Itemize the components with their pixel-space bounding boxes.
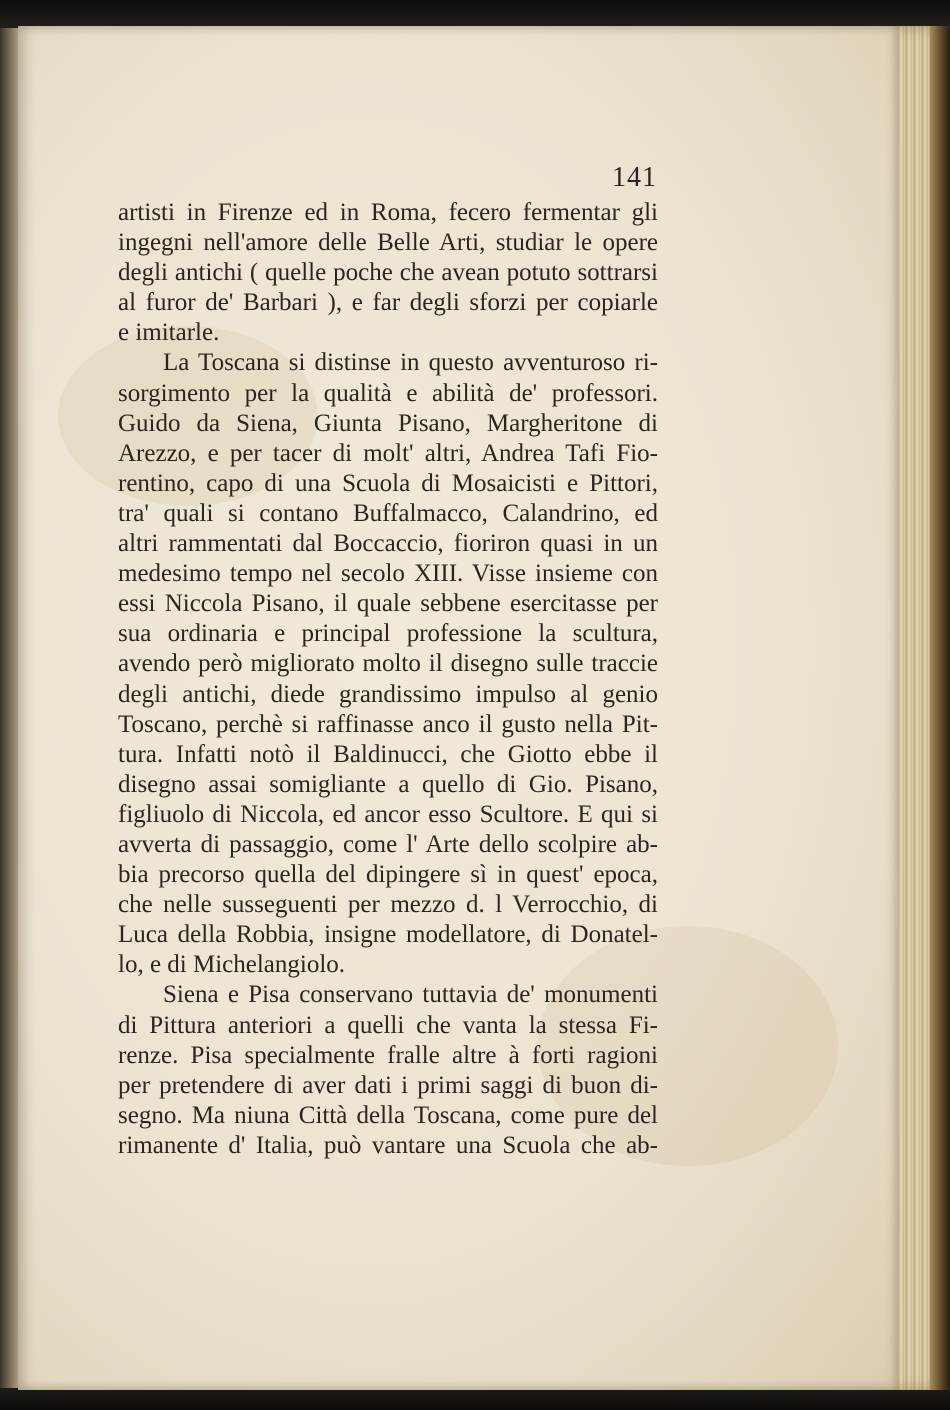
text-line: medesimo tempo nel secolo XIII. Visse insieme con [118,560,658,588]
text-line: bia precorso quella del dipingere sì in quest' epoca, [118,861,658,889]
body-text [118,198,658,1161]
text-line: altri rammentati dal Boccaccio, fioriron quasi in un [118,530,658,558]
text-line: essi Niccola Pisano, il quale sebbene esercitasse per [118,590,658,618]
text-line: degli antichi ( quelle poche che avean potuto sottrarsi [118,259,658,287]
text-line: degli antichi, diede grandissimo impulso al genio [118,680,658,708]
text-line: disegno assai somigliante a quello di Gio. Pisano, [118,770,658,798]
text-line: lo, e di Michelangiolo. [118,951,346,979]
text-line: tura. Infatti notò il Baldinucci, che Giotto ebbe il [118,740,658,768]
text-line: tra' quali si contano Buffalmacco, Calandrino, ed [118,499,658,527]
text-line: sua ordinaria e principal professione la scultura, [118,620,658,648]
text-line: avverta di passaggio, come l' Arte dello scolpire ab- [118,830,658,858]
text-line: che nelle susseguenti per mezzo d. l Verrocchio, di [118,891,658,919]
text-line: artisti in Firenze ed in Roma, fecero fermentar gli [118,199,658,226]
text-line: avendo però migliorato molto il disegno sulle traccie [118,650,658,678]
page-number: 141 [612,162,657,193]
text-line: La Toscana si distinse in questo avventuroso ri- [163,349,658,377]
text-line: Guido da Siena, Giunta Pisano, Margheritone di [118,409,658,437]
text-line: ingegni nell'amore delle Belle Arti, studiar le opere [118,229,658,257]
text-line: al furor de' Barbari ), e far degli sforzi per copiarle [118,289,658,317]
text-line: rentino, capo di una Scuola di Mosaicisti e Pittori, [118,469,658,497]
text-line: segno. Ma niuna Città della Toscana, come pure del [118,1101,658,1129]
text-line: Toscano, perchè si raffinasse anco il gusto nella Pit- [118,710,658,738]
text-line: di Pittura anteriori a quelli che vanta la stessa Fi- [118,1011,658,1039]
text-line: Siena e Pisa conservano tuttavia de' monumenti [163,981,658,1009]
text-line: figliuolo di Niccola, ed ancor esso Scultore. E qui si [118,800,658,828]
text-line: Luca della Robbia, insigne modellatore, di Donatel- [118,921,658,949]
text-line: sorgimento per la qualità e abilità de' professori. [118,379,658,407]
text-line: per pretendere di aver dati i primi saggi di buon di- [118,1071,658,1099]
text-line: rimanente d' Italia, può vantare una Scuola che ab- [118,1131,658,1159]
text-line: Arezzo, e per tacer di molt' altri, Andrea Tafi Fio- [118,439,658,467]
text-line: renze. Pisa specialmente fralle altre à forti ragioni [118,1041,658,1069]
book-edge-shadow [930,26,950,1390]
text-line: e imitarle. [118,319,220,347]
